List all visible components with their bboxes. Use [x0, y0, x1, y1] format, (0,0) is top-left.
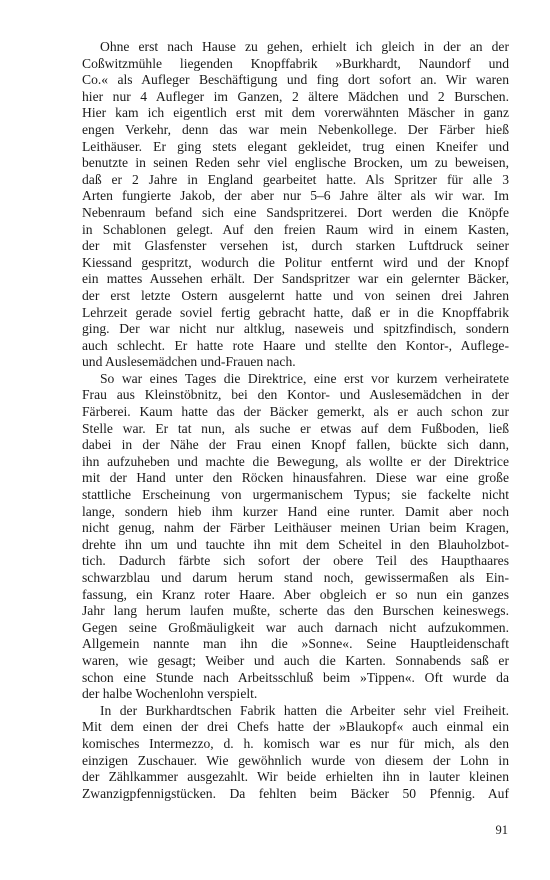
text-line: waren, wie gesagt; Weiber und auch die Karten. Sonnabends saß er — [82, 652, 509, 668]
text-line: einzigen Zuschauer. Wie gewöhnlich wurde von diesem der Lohn in — [82, 752, 509, 768]
text-line: Kiessand gespritzt, wodurch die Politur entfernt wird und der Knopf — [82, 254, 509, 270]
text-line: daß er 2 Jahre in England gearbeitet hatte. Als Spritzer für alle 3 — [82, 171, 509, 187]
text-line: dabei in der Nähe der Frau einen Knopf fallen, bückte sich dann, — [82, 437, 509, 453]
text-line: auch schlecht. Er hatte rote Haare und stellte den Kontor-, Auflege- — [82, 337, 509, 353]
text-line: Zwanzigpfennigstücken. Da fehlten beim Bäcker 50 Pfennig. Auf — [82, 785, 509, 801]
text-line: schon eine Stunde nach Arbeitsschluß beim »Tippen«. Oft wurde da — [82, 669, 509, 685]
text-line: der mit Glasfenster versehen ist, durch starken Luftdruck seiner — [82, 238, 509, 254]
text-line: Co.« als Aufleger Beschäftigung und fing dort sofort an. Wir waren — [82, 72, 509, 88]
text-line: Stelle war. Er tat nun, als suche er etwas auf dem Fußboden, ließ — [82, 420, 509, 436]
text-line: Mit dem einen der drei Chefs hatte der »Blaukopf« auch einmal ein — [82, 719, 509, 735]
text-line: Hier kam ich eigentlich erst mit dem vorerwähnten Mäscher in ganz — [82, 105, 509, 121]
text-line: engen Verkehr, denn das war mein Nebenkollege. Der Färber hieß — [82, 121, 509, 137]
text-line: Arten fungierte Jakob, der aber nur 5–6 Jahre älter als wir war. Im — [82, 188, 509, 204]
text-line: Jahr lang herum laufen mußte, scherte das den Burschen keineswegs. — [82, 603, 509, 619]
text-line: Lehrzeit gerade soviel fertig gebracht hatte, daß er in die Knopffabrik — [82, 304, 509, 320]
text-line: ein mattes Aussehen erhält. Der Sandspritzer war ein gelernter Bäcker, — [82, 271, 509, 287]
text-line: So war eines Tages die Direktrice, eine erst vor kurzem verheiratete — [100, 370, 509, 386]
text-line: stattliche Erscheinung von urgermanischem Typus; sie fackelte nicht — [82, 487, 509, 503]
text-line: Leithäuser. Er ging stets elegant gekleidet, trug einen Kneifer und — [82, 138, 509, 154]
text-line: drehte ihn um und tauchte ihn mit dem Scheitel in den Blauholzbot- — [82, 536, 509, 552]
text-line: der erst letzte Ostern ausgelernt hatte und von seinen drei Jahren — [82, 287, 509, 303]
text-line: Ohne erst nach Hause zu gehen, erhielt ich gleich in der an der — [100, 39, 509, 54]
text-line: ging. Der war nicht nur altklug, naseweis und spitzfindisch, sondern — [82, 321, 509, 337]
text-line: Coßwitzmühle liegenden Knopffabrik »Burkhardt, Naundorf und — [82, 55, 509, 71]
text-line: Allgemein nannte man ihn die »Sonne«. Seine Hauptleidenschaft — [82, 636, 509, 652]
text-line: lange, sondern hieb ihm kurzer Hand eine runter. Damit aber noch — [82, 503, 509, 519]
text-line: komisches Intermezzo, d. h. komisch war es nur für mich, als den — [82, 735, 509, 751]
page-number: 91 — [495, 823, 508, 837]
text-line: Nebenraum befand sich eine Sandspritzerei. Dort werden die Knöpfe — [82, 204, 509, 220]
text-line: tich. Dadurch färbte sich sofort der obere Teil des Haupthaares — [82, 553, 509, 569]
text-line: ihn aufzuheben und machte die Bewegung, als wollte er der Direktrice — [82, 453, 509, 469]
text-line: hier nur 4 Aufleger im Ganzen, 2 ältere Mädchen und 2 Burschen. — [82, 88, 509, 104]
text-line: In der Burkhardtschen Fabrik hatten die Arbeiter sehr viel Freiheit. — [100, 702, 509, 718]
body-text — [82, 39, 509, 802]
text-line: der halbe Wochenlohn verspielt. — [82, 686, 258, 702]
text-line: Gegen seine Großmäuligkeit war auch darnach nicht aufzukommen. — [82, 619, 509, 635]
text-line: und Auslesemädchen und-Frauen nach. — [82, 354, 296, 370]
text-line: Färberei. Kaum hatte das der Bäcker gemerkt, als er auch schon zur — [82, 404, 509, 420]
text-line: schwarzblau und darum herum stand noch, gewissermaßen als Ein- — [82, 570, 509, 585]
text-line: der Zählkammer ausgezahlt. Wir beide erhielten ihn in lauter kleinen — [82, 769, 509, 785]
text-line: Frau aus Kleinstöbnitz, bei den Kontor- und Auslesemädchen in der — [82, 387, 509, 403]
text-line: nicht genug, nahm der Färber Leithäuser meinen Urian beim Kragen, — [82, 520, 509, 536]
text-line: fassung, ein Kranz roter Haare. Aber obgleich er so nun ein ganzes — [82, 586, 509, 602]
text-line: benutzte in seinen Reden sehr viel englische Brocken, um zu beweisen, — [82, 155, 509, 171]
text-line: mit der Hand unter den Röcken hinausfahren. Diese war eine große — [82, 470, 509, 486]
text-line: in Schablonen gelegt. Auf den freien Raum wird in einem Kasten, — [82, 221, 509, 237]
